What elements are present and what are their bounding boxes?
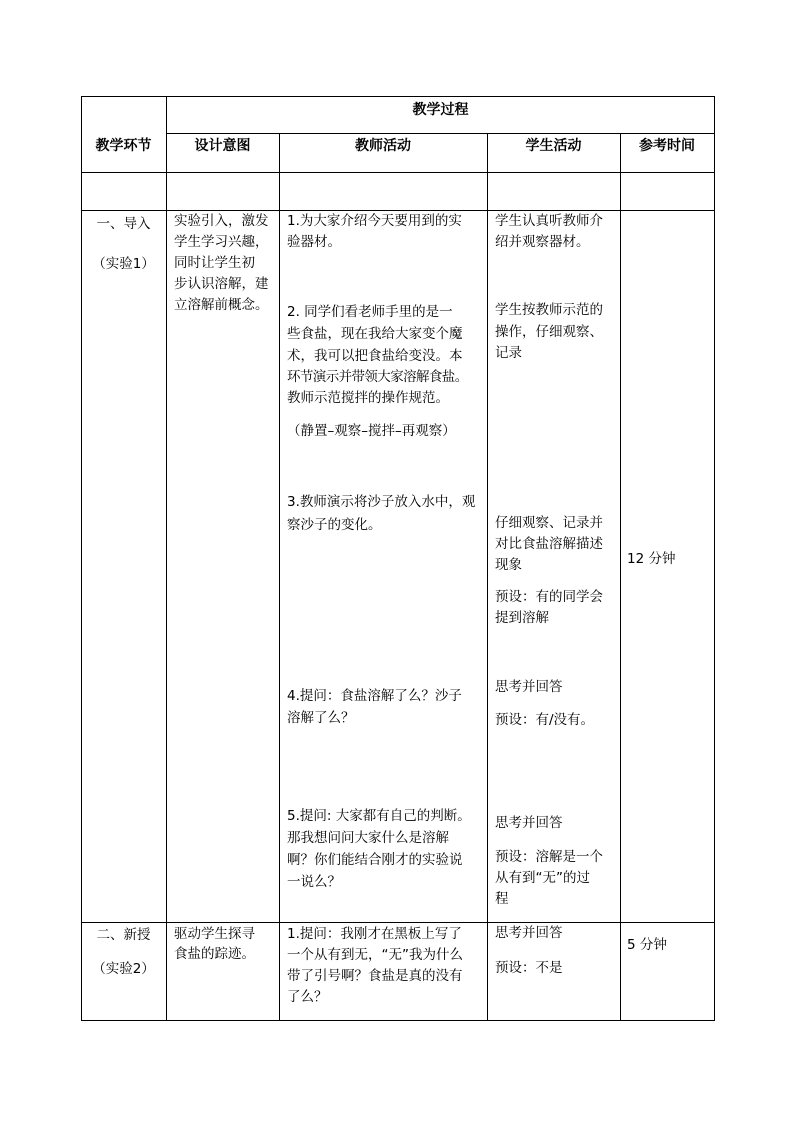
row2-student: 思考并回答 — [495, 925, 563, 941]
row1-student-2: 记录 — [495, 345, 522, 361]
rule-col4 — [620, 133, 621, 1020]
row1-student-5: 思考并回答 — [495, 815, 563, 831]
row1-teacher-2: 教师示范搅拌的操作规范。 — [287, 390, 449, 406]
row1-student-5-preset: 程 — [495, 891, 509, 907]
row1-intent-line: 步认识溶解，建 — [174, 276, 269, 292]
row1-student-3: 仔细观察、记录并 — [495, 515, 603, 531]
row2-intent-line: 食盐的踪迹。 — [174, 946, 255, 962]
row1-teacher-4: 4.提问：食盐溶解了么？沙子 — [287, 688, 462, 704]
table-title: 教学过程 — [412, 102, 469, 118]
row1-teacher-5: 啊？你们能结合刚才的实验说 — [287, 852, 463, 868]
rule-col2 — [279, 133, 280, 1020]
rule-top — [81, 96, 715, 97]
row1-intent-line: 同时让学生初 — [174, 255, 255, 271]
row1-time: 12 分钟 — [627, 551, 676, 567]
row1-student-1: 绍并观察器材。 — [495, 234, 590, 250]
row1-student-2: 学生按教师示范的 — [495, 302, 603, 318]
row1-teacher-1: 1.为大家介绍今天要用到的实 — [287, 213, 462, 229]
header-time: 参考时间 — [639, 138, 695, 154]
rule-col1 — [166, 96, 167, 1020]
row2-time: 5 分钟 — [627, 937, 667, 953]
row1-intent-line: 实验引入，激发 — [174, 213, 269, 229]
row1-teacher-2: 环节演示并带领大家溶解食盐。 — [287, 369, 468, 385]
row1-teacher-2-note: （静置–观察–搅拌–再观察） — [287, 423, 456, 439]
row1-student-4-preset: 预设：有/没有。 — [495, 712, 595, 728]
rule-under-title — [166, 133, 715, 134]
rule-col3 — [487, 133, 488, 1020]
row1-teacher-3: 察沙子的变化。 — [287, 517, 382, 533]
row1-teacher-4: 溶解了么？ — [287, 710, 355, 726]
row1-stage: 一、导入 — [96, 216, 151, 232]
row1-teacher-5: 一说么？ — [287, 874, 341, 890]
row2-student-preset: 预设：不是 — [495, 960, 563, 976]
row1-student-3-preset: 预设：有的同学会 — [495, 589, 603, 605]
row1-student-1: 学生认真听教师介 — [495, 213, 603, 229]
row1-teacher-2: 些食盐，现在我给大家变个魔 — [287, 326, 463, 342]
row1-student-3-preset: 提到溶解 — [495, 610, 549, 626]
row1-student-3: 现象 — [495, 557, 522, 573]
row1-student-2: 操作，仔细观察、 — [495, 324, 603, 340]
row1-teacher-1: 验器材。 — [287, 234, 341, 250]
row2-stage-sub: （实验2） — [92, 961, 155, 977]
row1-teacher-5: 那我想问问大家什么是溶解 — [287, 830, 449, 846]
row1-teacher-3: 3.教师演示将沙子放入水中，观 — [287, 494, 476, 510]
row1-student-5-preset: 预设：溶解是一个 — [495, 849, 603, 865]
rule-bottom — [81, 1020, 715, 1021]
row1-teacher-5: 5.提问: 大家都有自己的判断。 — [287, 808, 471, 824]
header-student-activity: 学生活动 — [525, 138, 582, 154]
row2-teacher: 一个从有到无，“无”我为什么 — [287, 947, 463, 963]
row1-teacher-2: 术，我可以把食盐给变没。本 — [287, 348, 463, 364]
row1-intent-line: 立溶解前概念。 — [174, 297, 269, 313]
row2-teacher: 了么？ — [287, 989, 328, 1005]
row1-stage-sub: （实验1） — [92, 256, 155, 272]
row2-teacher: 1.提问：我刚才在黑板上写了 — [287, 926, 462, 942]
row1-student-4: 思考并回答 — [495, 679, 563, 695]
rule-right — [714, 96, 715, 1020]
row1-teacher-2: 2. 同学们看老师手里的是一 — [287, 304, 453, 320]
header-stage: 教学环节 — [95, 138, 152, 154]
header-intent: 设计意图 — [194, 138, 251, 154]
row2-teacher: 带了引号啊？食盐是真的没有 — [287, 968, 463, 984]
row2-intent-line: 驱动学生探寻 — [174, 926, 255, 942]
row2-stage: 二、新授 — [96, 927, 151, 943]
row1-student-5-preset: 从有到“无”的过 — [495, 870, 590, 886]
row1-intent-line: 学生学习兴趣， — [174, 234, 269, 250]
row1-student-3: 对比食盐溶解描述 — [495, 536, 603, 552]
header-teacher-activity: 教师活动 — [355, 138, 411, 154]
